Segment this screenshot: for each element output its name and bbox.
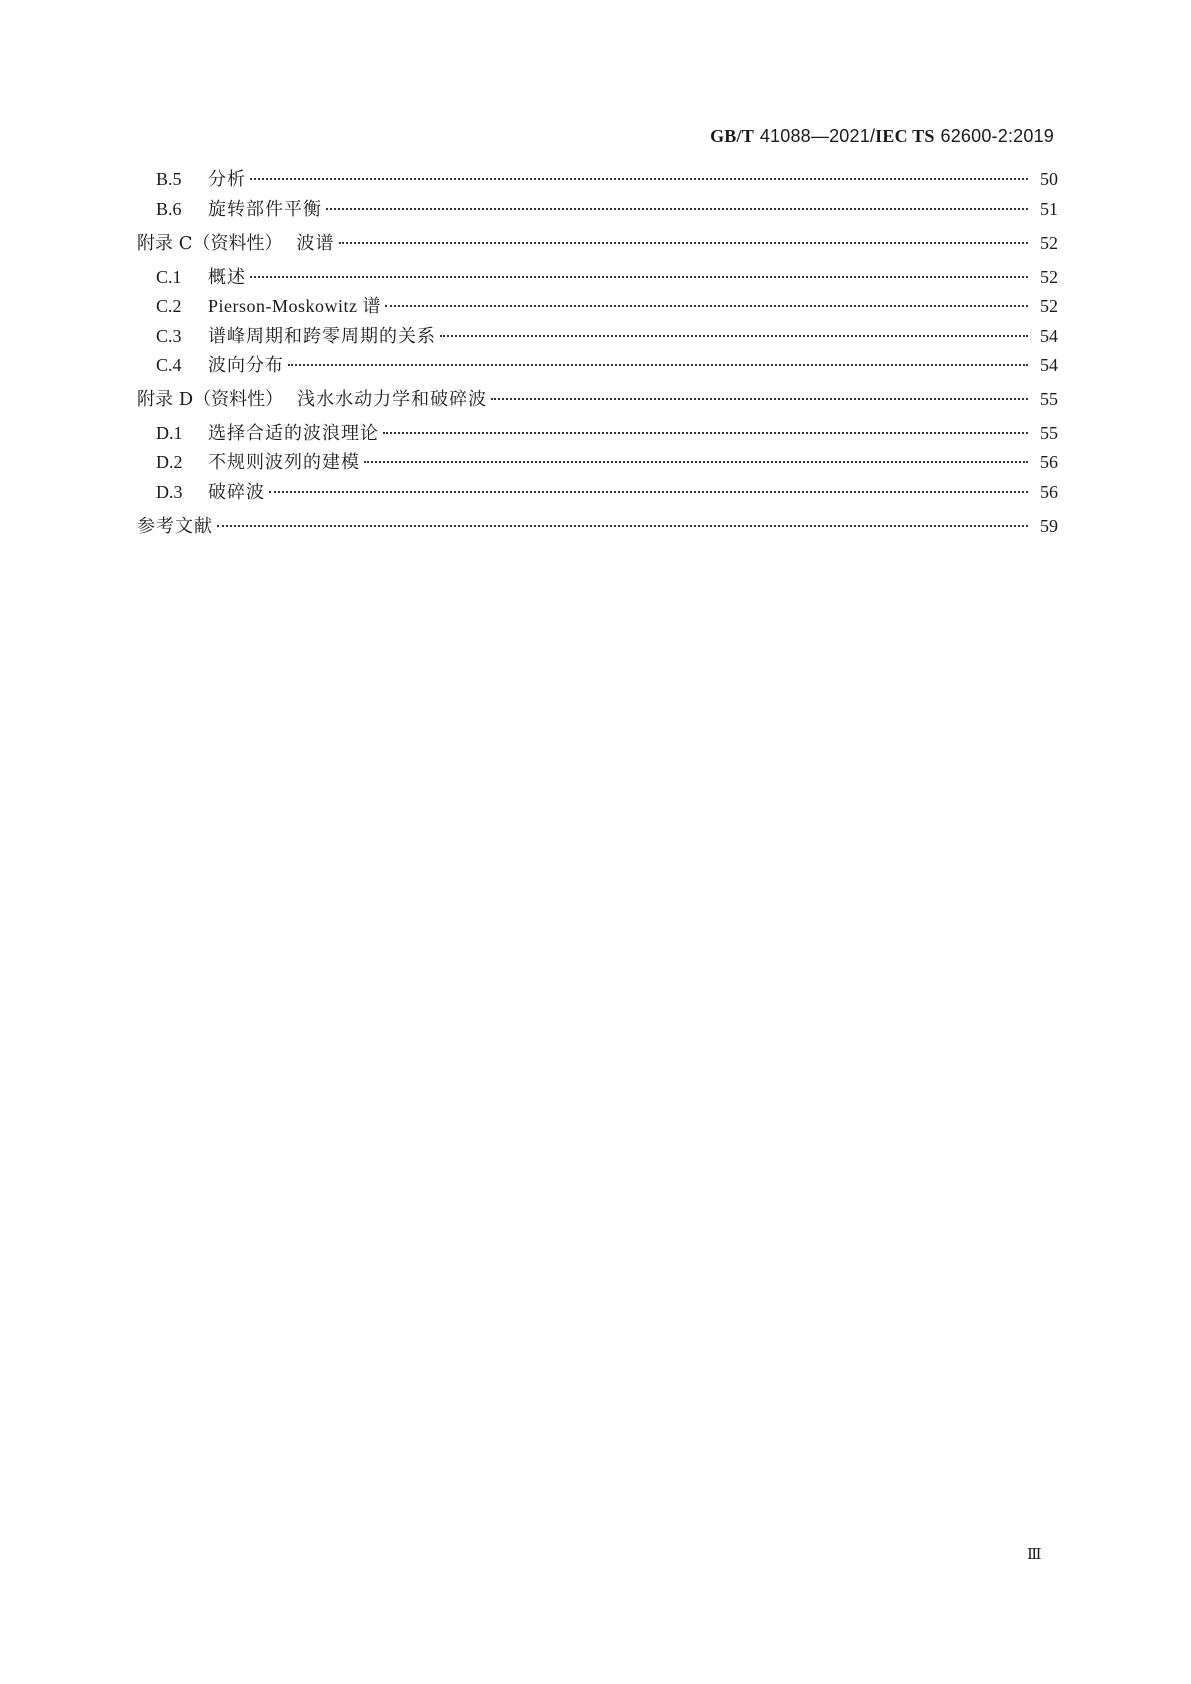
toc-dot-leader	[491, 398, 1028, 400]
document-header	[710, 126, 1054, 147]
toc-page-number: 54	[1040, 355, 1058, 375]
toc-dot-leader	[364, 461, 1028, 463]
toc-page-number: 56	[1040, 452, 1058, 472]
toc-entry-title: Pierson-Moskowitz 谱	[208, 296, 381, 316]
toc-page-number: 54	[1040, 326, 1058, 346]
toc-entry[interactable]	[0, 351, 1191, 379]
toc-entry-title: 波向分布	[208, 355, 284, 376]
toc-entry-number: D.2	[156, 452, 183, 472]
toc-page-number: 59	[1040, 516, 1058, 536]
header-iec-code: IEC TS	[875, 126, 935, 146]
toc-entry[interactable]	[0, 478, 1191, 506]
toc-entry[interactable]	[0, 263, 1191, 291]
toc-entry-title: 分析	[208, 169, 246, 190]
toc-page-number: 52	[1040, 296, 1058, 316]
toc-entry-title: 选择合适的波浪理论	[208, 423, 379, 444]
toc-entry-number: D.1	[156, 423, 183, 443]
toc-entry-number: C.1	[156, 267, 182, 287]
toc-entry-number: B.5	[156, 169, 182, 189]
toc-dot-leader	[250, 276, 1028, 278]
toc-dot-leader	[339, 242, 1029, 244]
toc-page-number: 51	[1040, 199, 1058, 219]
toc-appendix-label: 附录 C（资料性）	[137, 233, 283, 254]
toc-entry[interactable]	[0, 165, 1191, 193]
toc-page-number: 52	[1040, 267, 1058, 287]
toc-entry-number: B.6	[156, 199, 182, 219]
header-standard-code: GB/T	[710, 126, 754, 146]
toc-dot-leader	[385, 305, 1028, 307]
toc-entry[interactable]	[0, 322, 1191, 350]
toc-page-number: 55	[1040, 423, 1058, 443]
toc-entry[interactable]	[0, 512, 1191, 540]
page-number: Ⅲ	[1027, 1547, 1042, 1563]
toc-entry[interactable]	[0, 195, 1191, 223]
toc-entry[interactable]	[0, 229, 1191, 257]
toc-entry-title: 波谱	[296, 233, 335, 254]
toc-dot-leader	[383, 432, 1028, 434]
toc-appendix-label: 附录 D（资料性）	[137, 389, 284, 410]
toc-dot-leader	[288, 364, 1028, 366]
toc-entry[interactable]	[0, 385, 1191, 413]
toc-entry-title: 谱峰周期和跨零周期的关系	[208, 326, 436, 347]
toc-entry-number: C.3	[156, 326, 182, 346]
toc-entry-title: 参考文献	[137, 516, 213, 537]
toc-entry[interactable]	[0, 419, 1191, 447]
toc-entry-title: 破碎波	[208, 482, 265, 503]
toc-page-number: 50	[1040, 169, 1058, 189]
toc-entry-number: C.2	[156, 296, 182, 316]
toc-page-number: 52	[1040, 233, 1058, 253]
toc-entry-number: D.3	[156, 482, 183, 502]
toc-entry-title: 旋转部件平衡	[208, 199, 322, 220]
toc-entry-title: 浅水水动力学和破碎波	[297, 389, 488, 410]
toc-entry[interactable]	[0, 448, 1191, 476]
toc-entry-number: C.4	[156, 355, 182, 375]
toc-page-number: 55	[1040, 389, 1058, 409]
header-standard-number: 41088—2021/	[759, 126, 876, 146]
toc-page-number: 56	[1040, 482, 1058, 502]
toc-dot-leader	[269, 491, 1028, 493]
toc-dot-leader	[250, 178, 1028, 180]
toc-dot-leader	[326, 208, 1028, 210]
toc-entry[interactable]	[0, 292, 1191, 320]
toc-entry-title: 概述	[208, 267, 246, 288]
toc-entry-title: 不规则波列的建模	[208, 452, 360, 473]
toc-dot-leader	[217, 525, 1028, 527]
header-iec-number: 62600-2:2019	[940, 126, 1054, 146]
toc-dot-leader	[440, 335, 1028, 337]
